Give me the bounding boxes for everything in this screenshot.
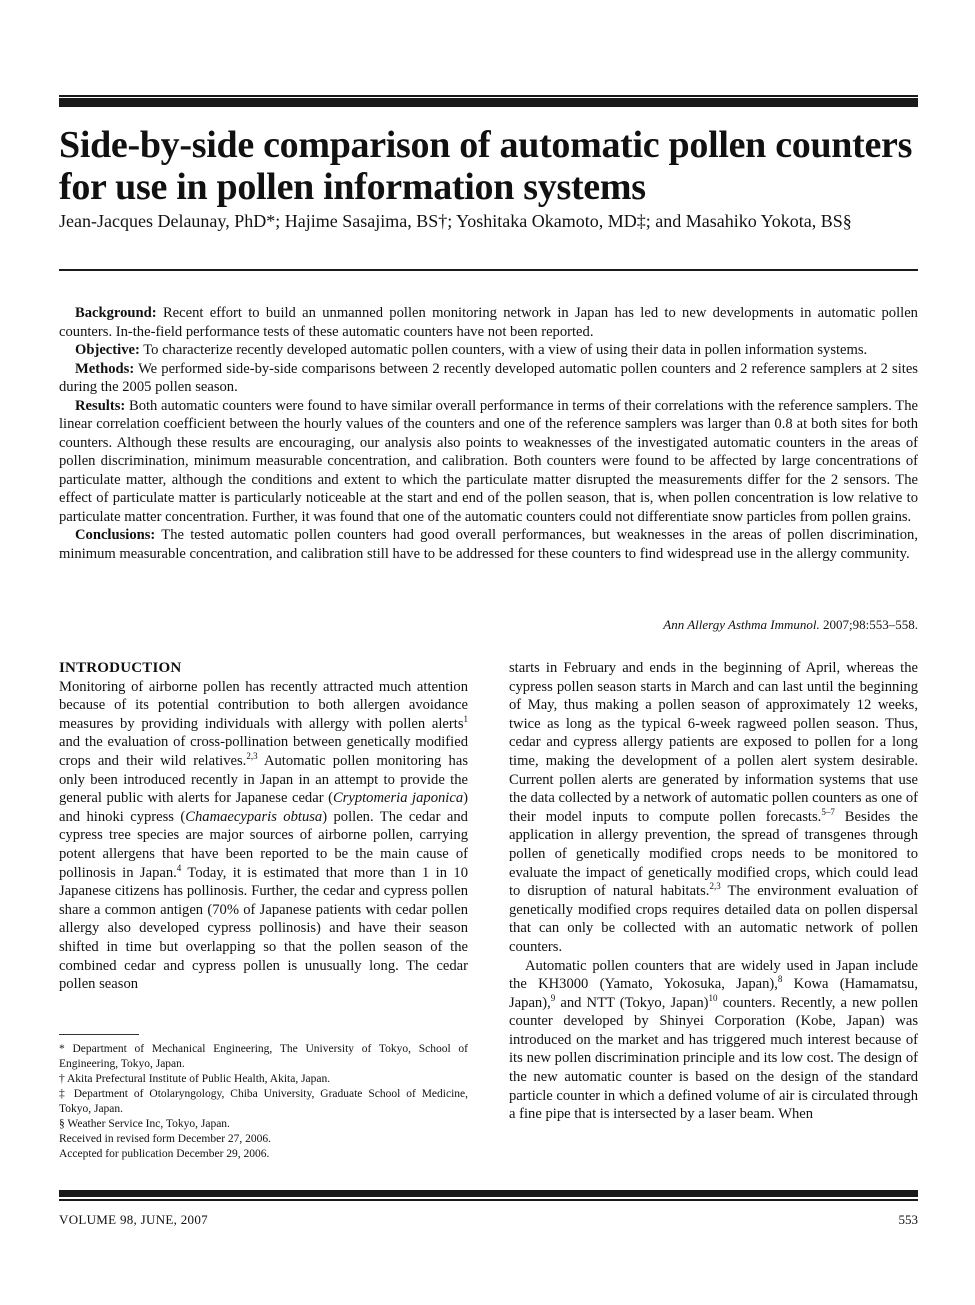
footnote-rule — [59, 1034, 139, 1035]
citation-ref: 9 — [550, 992, 556, 1003]
footer-volume: VOLUME 98, JUNE, 2007 — [59, 1212, 208, 1227]
text-run: Automatic pollen monitoring has only been introduced recently in Japan in an attempt to provide the general public with alerts for Japanese cedar ( — [59, 752, 469, 807]
intro-paragraph-1 — [59, 678, 468, 994]
footnote-affiliation-3: ‡ Department of Otolaryngology, Chiba University, Graduate School of Medicine, Tokyo, Japan. — [59, 1088, 468, 1115]
objective-label: Objective: — [75, 342, 140, 358]
abstract — [59, 304, 918, 563]
text-run: ) and hinoki cypress ( — [59, 790, 468, 825]
footnote-affiliation-4: § Weather Service Inc, Tokyo, Japan. — [59, 1118, 230, 1130]
top-rule-thick — [59, 98, 918, 107]
background-text: Recent effort to build an unmanned pollen monitoring network in Japan has led to new developments in automatic pollen counters. In-the-field performance tests of these automatic counters have not been reported. — [59, 305, 918, 340]
text-run: Besides the application in allergy prevention, the spread of transgenes through pollen of genetically modified crops needs to be monitored to evaluate the impact of genetically modified crops, which could lead to disruption of natural habitats. — [509, 808, 918, 900]
species-name: Cryptomeria japonica — [332, 790, 464, 807]
footnote-received: Received in revised form December 27, 2006. — [59, 1133, 272, 1145]
citation-ref: 8 — [777, 974, 783, 985]
section-heading-introduction: INTRODUCTION — [59, 660, 182, 676]
conclusions-label: Conclusions: — [75, 527, 156, 543]
text-run: The environment evaluation of genetically modified crops requires detailed data on pollen dispersal that can only be collected with an automatic network of pollen counters. — [509, 883, 918, 955]
article-title: Side-by-side comparison of automatic pollen counters for use in pollen information systems — [59, 124, 913, 208]
bottom-rule-thick — [59, 1190, 918, 1197]
column-right — [509, 659, 918, 1124]
abstract-background — [59, 304, 918, 341]
text-run: Today, it is estimated that more than 1 in 10 Japanese citizens has pollinosis. Further, the cedar and cypress pollen share a common antigen (70% of Japanese patients with cedar pollen allergy also developed cypress pollinosis) and have their season shifted in time but overlapping so that the pollen season of the combined cedar and cypress pollen is unusually long. The cedar pollen season — [59, 864, 468, 993]
text-run: ) pollen. The cedar and cypress tree species are major sources of airborne pollen, carrying potent allergens that have been reported to be the main cause of pollinosis in Japan. — [59, 808, 468, 881]
text-run: and NTT (Tokyo, Japan) — [555, 994, 709, 1011]
conclusions-text: The tested automatic pollen counters had good overall performances, but weaknesses in the areas of pollen discrimination, minimum measurable concentration, and calibration still have to be addressed for these counters to find widespread use in the allergy community. — [59, 527, 918, 562]
text-run: starts in February and ends in the beginning of April, whereas the cypress pollen season starts in March and can last until the beginning of May, thus making a pollen season of approximately 12 weeks, twice as long as the typical 6-week ragweed pollen season. Thus, cedar and cypress allergy patients are exposed to pollen for a long time, making the development of a pollen alert system desirable. Current pollen alerts are generated by information systems that use the data collected by a network of automatic pollen counters as one of their model inputs to compute pollen forecasts. — [509, 660, 918, 825]
footer-page-number: 553 — [898, 1212, 918, 1227]
footnote-accepted: Accepted for publication December 29, 2006. — [59, 1148, 270, 1160]
column-left — [59, 659, 468, 994]
text-run: counters. Recently, a new pollen counter developed by Shinyei Corporation (Kobe, Japan) was introduced on the market and has triggered much interest because of its new pollen discrimination principle and its low cost. The design of the new automatic counter is based on the design of the standard particle counter in which a defined volume of air is circulated through a fine pipe that is intersected by a laser beam. When — [509, 994, 918, 1123]
citation-ref: 5–7 — [821, 806, 835, 817]
citation-ref: 4 — [176, 862, 182, 873]
citation-ref: 2,3 — [709, 881, 721, 892]
species-name: Chamaecyparis obtusa — [185, 808, 323, 825]
author-list: Jean-Jacques Delaunay, PhD*; Hajime Sasajima, BS†; Yoshitaka Okamoto, MD‡; and Masahiko Yokota, BS§ — [59, 211, 852, 231]
text-run: and the evaluation of cross-pollination between genetically modified crops and their wild relatives. — [59, 734, 468, 769]
top-rule-thin — [59, 95, 918, 97]
abstract-objective — [59, 341, 918, 360]
methods-text: We performed side-by-side comparisons between 2 recently developed automatic pollen counters and 2 reference samplers at 2 sites during the 2005 pollen season. — [59, 360, 918, 395]
text-run: Monitoring of airborne pollen has recently attracted much attention because of its potential contribution to both allergen avoidance measures by providing individuals with allergy with pollen alerts — [59, 678, 468, 732]
abstract-conclusions — [59, 526, 918, 563]
results-label: Results: — [75, 397, 126, 414]
text-run: Automatic pollen counters that are widely used in Japan include the KH3000 (Yamato, Yokosuka, Japan), — [509, 957, 918, 993]
footnote-affiliation-1: * Department of Mechanical Engineering, The University of Tokyo, School of Engineering, Tokyo, Japan. — [59, 1043, 468, 1070]
intro-paragraph-3 — [509, 957, 918, 1124]
footnotes — [59, 1042, 468, 1162]
abstract-methods — [59, 360, 918, 397]
objective-text: To characterize recently developed automatic pollen counters, with a view of using their data in pollen information systems. — [143, 342, 868, 358]
text-run: Kowa (Hamamatsu, Japan), — [509, 976, 918, 1011]
citation-journal: Ann Allergy Asthma Immunol. — [663, 617, 820, 632]
methods-label: Methods: — [75, 360, 135, 377]
citation-ref: 1 — [463, 713, 468, 724]
footnote-affiliation-2: † Akita Prefectural Institute of Public Health, Akita, Japan. — [59, 1073, 331, 1085]
citation-ref: 10 — [708, 992, 718, 1003]
header-rule — [59, 269, 918, 271]
intro-paragraph-2 — [509, 659, 918, 957]
results-text: Both automatic counters were found to have similar overall performance in terms of their correlations with the reference samplers. The linear correlation coefficient between the hourly values of the counters and one of the reference samplers was larger than 0.8 at both sites for both counters. Although these results are encouraging, our analysis also points to weaknesses of the investigated automatic counters in the areas of pollen discrimination, minimum measurable concentration, and calibration. Both counters were found to be affected by large concentrations of particulate matter, although the conditions and extent to which the particulate matter disrupted the measurements differ for the 2 sensors. The effect of particulate matter is particularly noticeable at the start and end of the pollen season, that is, when pollen concentration is low relative to particulate matter concentration. Further, it was found that one of the automatic counters could not differentiate snow particles from pollen grains. — [59, 397, 918, 525]
bottom-rule-thin — [59, 1199, 918, 1201]
citation-volume-pages: 2007;98:553–558. — [819, 617, 918, 632]
journal-citation — [663, 617, 918, 633]
background-label: Background: — [75, 305, 157, 321]
abstract-results — [59, 397, 918, 527]
citation-ref: 2,3 — [246, 751, 258, 762]
